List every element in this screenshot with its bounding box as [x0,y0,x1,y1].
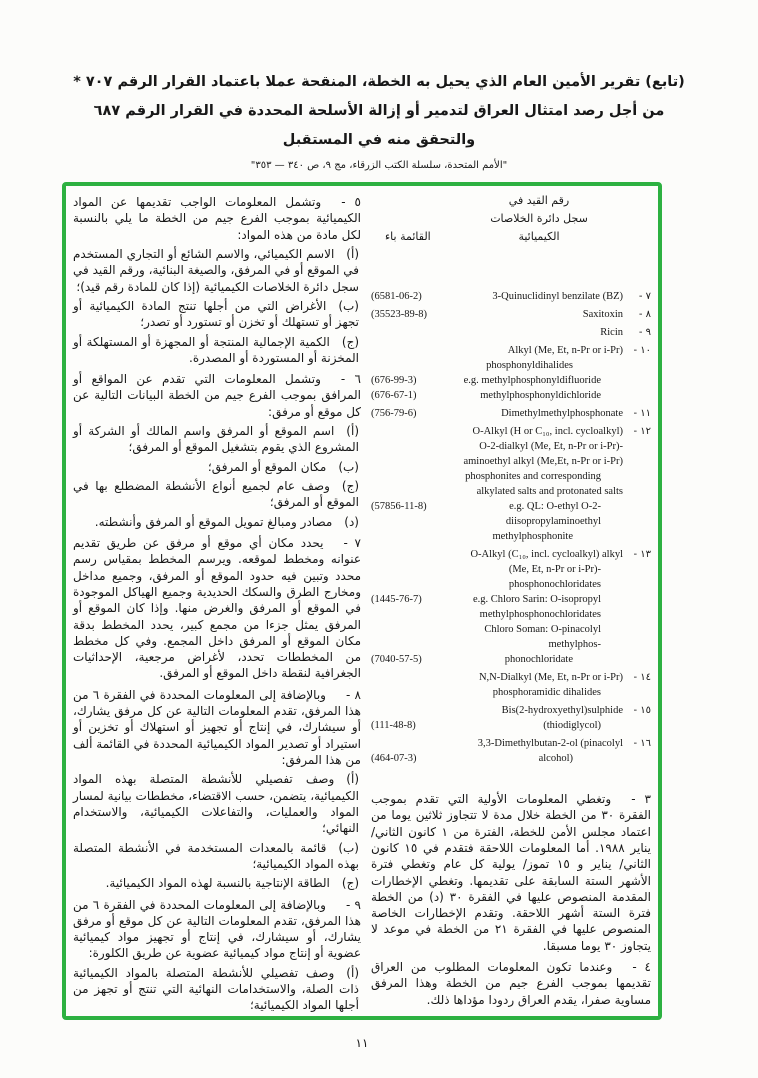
chemical-name: O-Alkyl (H or C₁₀, incl. cycloalkyl) [472,425,623,437]
chemical-name: phosphoramidic dihalides [492,686,601,698]
chemical-name: Saxitoxin [582,308,623,320]
page-number: ١١ [355,1036,369,1050]
title-block [0,0,758,171]
chemical-row [371,562,651,592]
paragraph-number: ٦ - [340,372,361,387]
cas-number: (57856-11-8) [371,500,427,512]
paragraph-number: ٣ - [631,791,651,806]
paragraph-text: يحدد مكان أي موقع أو مرفق عن طريق تقديم عنوانه ومخطط لموقعه. ويرسم المخطط بمقياس رسم محدد وتبين فيه حدود الموقع أو المرفق، وجميع مداخل ومخارج الطرق والسكك الحديدية وجميع الهياكل الموجودة في الموقع أو المرفق والغرض منها. وإذا كان الموقع أو المرفق يمثل جزءا من مجمع كبير، يحدد المخطط بدقة مكان الموقع أو المرفق داخل المجمع. وفي كل مخطط من المخططات تحدد، لأغراض مرجعية، الإحداثيات الجغرافية لنقطة داخل الموقع أو المرفق. [73,535,361,681]
paragraph-text: وعندما تكون المعلومات المطلوب من العراق تقديمها بموجب الفرع جيم من الخطة وهذا المرفق مساوية صفرا، يقدم العراق ردودا مؤداها ذلك. [371,960,651,1007]
cas-registry-header-line-1: رقم القيد في [508,194,570,207]
chemical-row [371,424,651,439]
paragraph-subitem [73,514,361,530]
list-item-number: - ٩ [638,326,651,338]
paragraph-subitem [73,478,361,511]
paragraph [73,371,361,420]
subitem-text: مكان الموقع أو المرفق؛ [207,459,327,474]
chemical-name: (thiodiglycol) [543,719,601,731]
list-item-number: - ١٥ [633,704,651,716]
paragraph [73,194,361,243]
paragraph-subitem [73,423,361,456]
paragraph-text: وبالإضافة إلى المعلومات المحددة في الفقرة ٦ من هذا المرفق، تقدم المعلومات التالية عن كل موقع أو مرفق يشارك، أو سيشارك، في إنتاج أو تجهيز مواد كيميائية عضوية أو إنتاج مواد كيميائية عضوية عن طريق الكلورة: [73,897,361,961]
paragraph-subitem [73,459,361,475]
chemical-row [371,592,651,607]
chemical-row [371,484,651,499]
list-item-number: - ١٤ [633,671,651,683]
paragraph [371,791,651,954]
cas-registry-header-line-2: سجل دائرة الخلاصات [490,212,588,225]
chemical-name: e.g. QL: O-ethyl O-2-diisopropylaminoethyl [505,500,601,527]
subitem-label: (أ) [346,772,359,787]
chemical-row [371,469,651,484]
page-title-line-1: (تابع) تقرير الأمين العام الذي يحيل به الخطة، المنقحة عملا باعتماد القرار الرقم ٧٠٧ * [73,74,685,90]
chemical-row [371,454,651,469]
cas-number: (464-07-3) [371,752,417,764]
left-column-paragraphs [73,194,361,1014]
paragraph-subitem [73,771,361,836]
paragraph-text: وتشمل المعلومات الواجب تقديمها عن المواد الكيميائية بموجب الفرع جيم من الخطة ما يلي بالنسبة لكل مادة من هذه المواد: [73,195,361,242]
cas-number: (6581-06-2) [371,290,422,302]
chemical-name: phosphonites and corresponding [465,470,601,482]
list-item-number: - ١٢ [633,425,651,437]
chemical-row [371,670,651,685]
chemical-name: methylphosphonite [492,530,573,542]
chemical-name: methylphosphonochloridates [479,608,601,620]
chemical-name: e.g. methylphosphonyldifluoride [463,374,601,386]
cas-number: (676-99-3) [371,374,417,386]
list-item-number: - ١٦ [633,737,651,749]
list-b-title: القائمة باء [385,230,431,243]
chemical-row [371,388,651,403]
paragraph [73,897,361,962]
chemical-name: alkylated salts and protonated salts [476,485,623,497]
paragraph [73,535,361,682]
chemical-name: aminoethyl alkyl (Me,Et, n-Pr or i-Pr) [463,455,623,467]
cas-number: (676-67-1) [371,389,417,401]
chemical-name: 3,3-Dimethylbutan-2-ol (pinacolyl [477,737,623,749]
subitem-label: (أ) [346,965,359,980]
list-item-number: - ٨ [638,308,651,320]
cas-number: (1445-76-7) [371,593,422,605]
chemical-name: N,N-Dialkyl (Me, Et, n-Pr or i-Pr) [478,671,623,683]
chemical-row [371,439,651,454]
paragraph-text: وتغطي المعلومات الأولية التي تقدم بموجب الفقرة ٣٠ من الخطة خلال مدة لا تتجاوز ثلاثين يوما من اعتماد مجلس الأمن للخطة، الفترة من ١ كانون الثاني/ يناير ١٩٨٨. أما المعلومات اللاحقة فتقدم في ١٥ كانون الثاني/ يناير و ١٥ تموز/ يولية كل عام وتغطي فترة الأشهر الستة السابقة على تقديمها. وتغطي الإخطارات المقدمة المنصوص عليها في الفقرة ٣٠ (د) من الخطة فترة الستة أشهر اللاحقة. وتقدم الإخطارات الخاصة المنصوص عليها في الفقرة ٢١ من الخطة في موعد لا يتجاوز ٣٠ يوما مسبقا. [371,791,652,953]
list-item-number: - ١٣ [633,548,651,560]
chemical-row [371,343,651,358]
left-column [73,194,361,1013]
paragraph-subitem [73,246,361,295]
chemical-row [371,499,651,529]
list-item-number: - ١١ [633,407,651,419]
chemical-name: O-Alkyl (C₁₀, incl. cycloalkyl) alkyl [470,548,623,560]
chemical-row [371,652,651,667]
subitem-label: (ج) [341,876,359,891]
subitem-text: الأغراض التي من أجلها تنتج المادة الكيميائية أو تجهز أو تستهلك أو تخزن أو تستورد أو تصدر؛ [73,298,359,330]
chemical-name: Ricin [600,326,623,338]
cas-number: (7040-57-5) [371,653,422,665]
chemical-name: phosphonyldihalides [486,359,573,371]
source-footnote: "الأمم المتحدة، سلسلة الكتب الزرقاء، مج ٩، ص ٣٤٠ — ٣٥٣" [250,160,508,171]
paragraph-subitem [73,334,361,367]
chemical-row [371,607,651,622]
subitem-text: وصف تفصيلي للأنشطة المتصلة بالمواد الكيميائية ذات الصلة، والاستخدامات النهائية التي تنتج أو تجهز من أجلها المواد الكيميائية؛ [73,965,359,1013]
right-column [371,194,651,1008]
subitem-text: مصادر ومبالغ تمويل الموقع أو المرفق وأنشطته. [94,514,333,529]
page-title-line-2: من أجل رصد امتثال العراق لتدمير أو إزالة الأسلحة المحددة في القرار الرقم ٦٨٧ [93,103,665,119]
chemical-name: e.g. Chloro Sarin: O-isopropyl [472,593,601,605]
chemical-name: Chloro Soman: O-pinacolyl methylphos- [484,623,601,650]
paragraph-subitem [73,840,361,873]
paragraph-number: ٤ - [632,960,651,975]
chemical-row [371,547,651,562]
paragraph-number: ٩ - [345,897,361,912]
chemical-name: Bis(2-hydroxyethyl)sulphide [501,704,623,716]
subitem-label: (ج) [341,334,359,349]
subitem-text: الاسم الكيميائي، والاسم الشائع أو التجاري المستخدم في الموقع أو في المرفق، والصيغة البنائية، ورقم القيد في سجل دائرة الخلاصات الكيميائية (إذا كان للمادة رقم قيد)؛ [73,246,359,294]
chemical-name: (Me, Et, n-Pr or i-Pr)-phosphonochloridates [508,563,601,590]
chemical-name: 3-Quinuclidinyl benzilate (BZ) [492,290,623,302]
chemical-name: alcohol) [538,752,573,764]
paragraph-number: ٥ - [341,195,361,209]
chemical-row [371,736,651,751]
chemical-row [371,703,651,718]
chemical-name: Dimethylmethylphosphonate [501,407,623,419]
cas-registry-header-line-3: الكيميائية [518,230,560,243]
chemical-row [371,406,651,421]
chemical-name: Alkyl (Me, Et, n-Pr or i-Pr) [507,344,623,356]
subitem-label: (ب) [338,459,359,474]
page-title-line-3: والتحقق منه في المستقبل [282,132,476,148]
paragraph-number: ٨ - [345,687,361,702]
chemical-name: phonochloridate [504,653,573,665]
cas-number: (111-48-8) [371,719,416,731]
paragraph-subitem [73,965,361,1014]
chemical-list [371,286,651,766]
chemical-row [371,622,651,652]
subitem-text: وصف عام لجميع أنواع الأنشطة المضطلع بها في الموقع أو المرفق؛ [73,479,359,510]
subitem-text: الطاقة الإنتاجية بالنسبة لهذه المواد الكيميائية. [105,876,330,891]
chemical-list-header [371,194,651,248]
chemical-row [371,325,651,340]
paragraph [371,959,651,1008]
subitem-text: قائمة بالمعدات المستخدمة في الأنشطة المتصلة بهذه المواد الكيميائية؛ [73,840,359,871]
subitem-label: (ج) [341,479,359,493]
chemical-row [371,718,651,733]
list-item-number: - ٧ [638,290,651,302]
chemical-row [371,751,651,766]
chemical-row [371,289,651,304]
subitem-label: (ب) [338,840,359,855]
chemical-row [371,358,651,373]
subitem-text: الكمية الإجمالية المنتجة أو المجهزة أو المستهلكة أو المخزنة أو المستوردة أو المصدرة. [73,334,359,365]
chemical-row [371,529,651,544]
list-item-number: - ١٠ [633,344,651,356]
subitem-label: (أ) [346,246,359,261]
subitem-text: اسم الموقع أو المرفق واسم المالك أو الشركة أو المشروع الذي يقوم بتشغيل الموقع أو المرفق؛ [73,424,359,455]
chemical-name: methylphosphonyldichloride [480,389,601,401]
chemical-row [371,373,651,388]
chemical-row [371,307,651,322]
right-column-paragraphs [371,786,651,1008]
subitem-text: وصف تفصيلي للأنشطة المتصلة بهذه المواد الكيميائية، يتضمن، حسب الاقتضاء، مخططات بيانية لمسار المواد والعمليات، والتفاعلات الكيميائية، والاستخدام النهائي؛ [73,772,359,836]
paragraph-text: وبالإضافة إلى المعلومات المحددة في الفقرة ٦ من هذا المرفق، تقدم المعلومات التالية عن كل مرفق يشارك، أو سيشارك، في إنتاج أو تجهيز أو استهلاك أو تخزين أو استيراد أو تصدير المواد الكيميائية المحددة في القائمة ألف من هذا المرفق: [73,687,361,767]
paragraph-subitem [73,875,361,891]
subitem-label: (أ) [346,424,359,439]
paragraph-number: ٧ - [343,535,361,550]
chemical-row [371,685,651,700]
cas-number: (756-79-6) [371,407,417,419]
cas-number: (35523-89-8) [371,308,427,320]
paragraph [73,687,361,769]
chemical-name: O-2-dialkyl (Me, Et, n-Pr or i-Pr)- [479,440,623,452]
subitem-label: (د) [344,514,359,529]
paragraph-subitem [73,298,361,331]
content-box [62,182,662,1020]
subitem-label: (ب) [338,298,359,313]
paragraph-text: وتشمل المعلومات التي تقدم عن المواقع أو المرافق بموجب الفرع جيم من الخطة البيانات التالية عن كل موقع أو مرفق: [73,372,361,419]
